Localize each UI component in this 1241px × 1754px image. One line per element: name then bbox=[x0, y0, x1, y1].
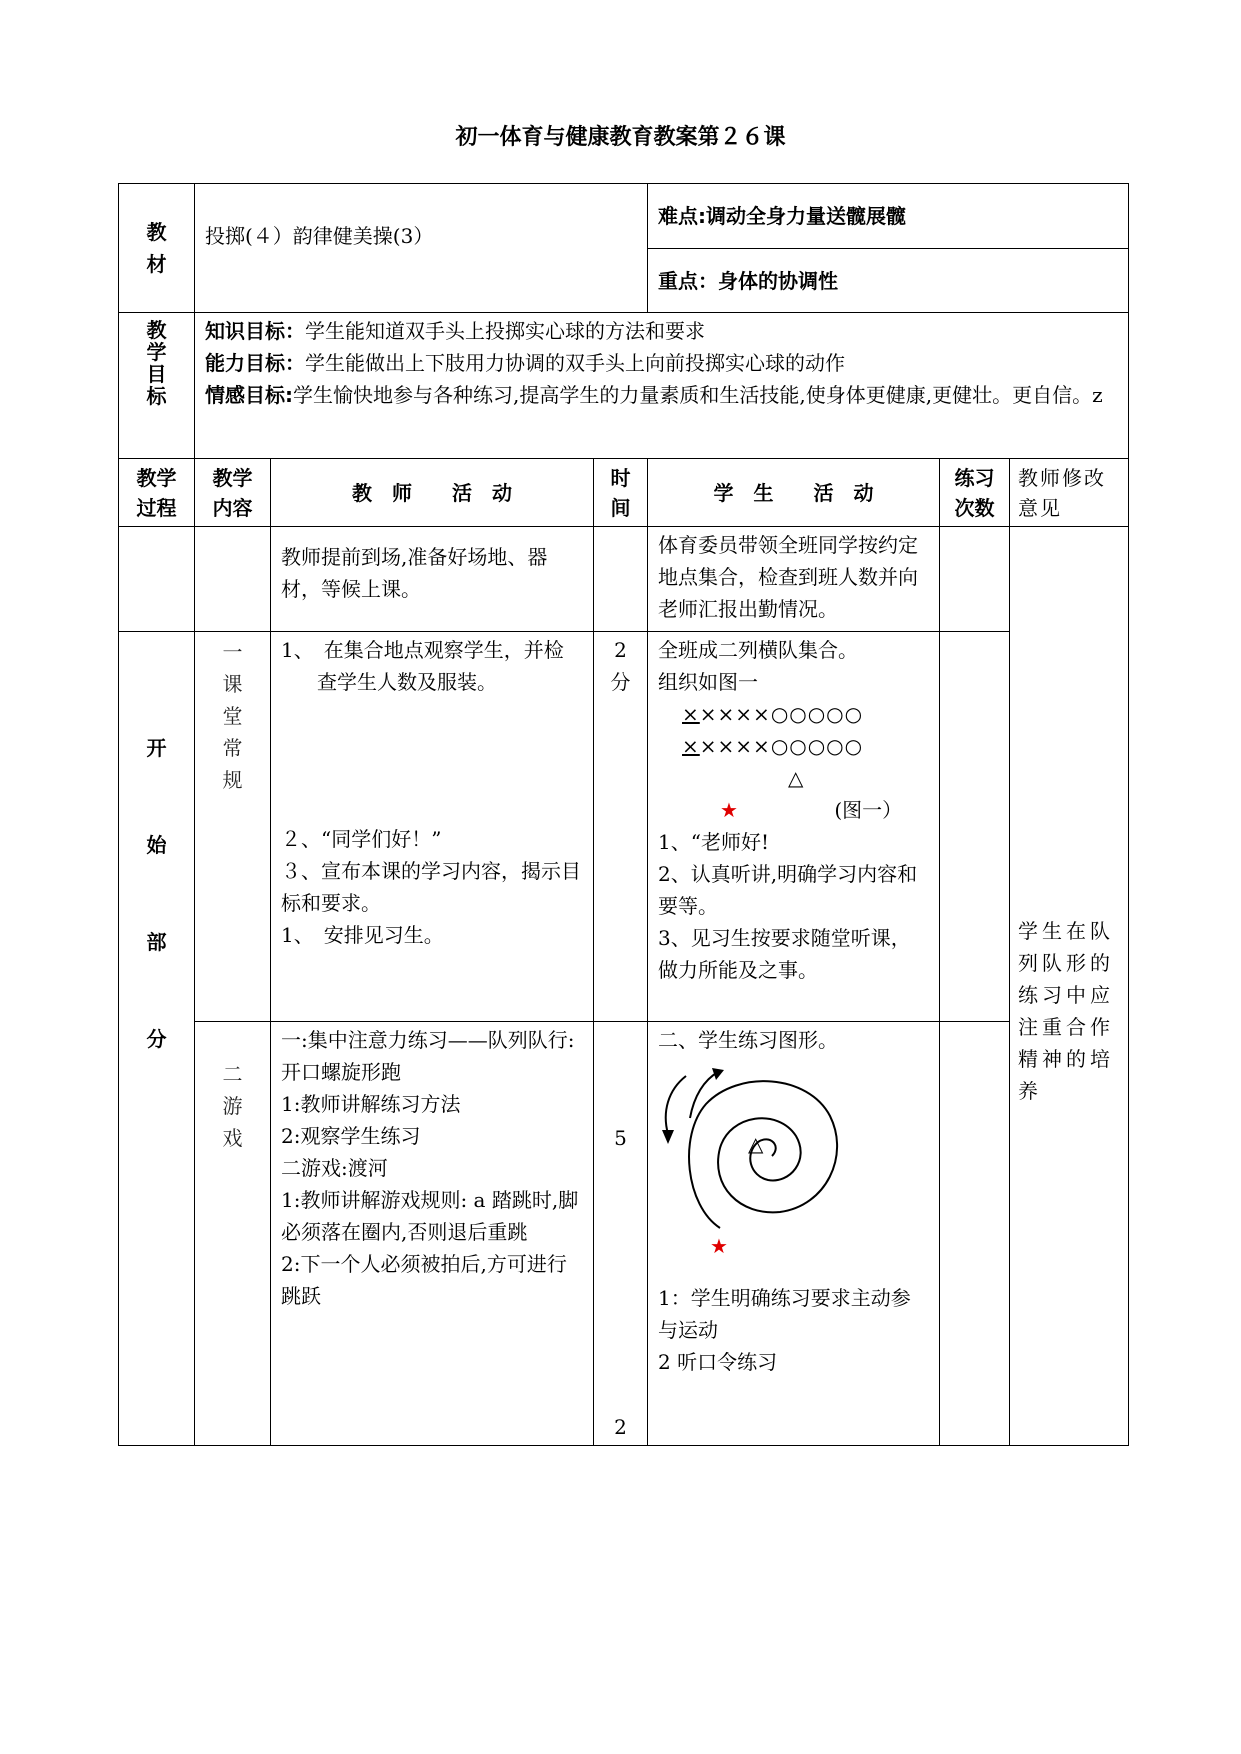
part2-teacher-5: 2:下一个人必须被拍后,方可进行跳跃 bbox=[281, 1252, 567, 1308]
inner-arc-arrow-icon bbox=[690, 1072, 718, 1118]
prep-count-cell bbox=[940, 527, 1010, 632]
difficulty-cell bbox=[648, 184, 1129, 249]
part2-teacher-1: 1:教师讲解练习方法 bbox=[281, 1092, 461, 1116]
part1-time-num: 2 bbox=[614, 638, 627, 662]
part2-teacher-4: 1:教师讲解游戏规则: a 踏跳时,脚必须落在圈内,否则退后重跳 bbox=[281, 1188, 579, 1244]
emotion-objective bbox=[205, 379, 1118, 411]
objectives-cell bbox=[195, 313, 1129, 459]
part1-teacher-4: 1、 安排见习生。 bbox=[281, 923, 444, 947]
ability-label: 能力目标： bbox=[205, 351, 305, 375]
header-process: 教学过程 bbox=[119, 459, 195, 527]
figure1-line bbox=[658, 794, 929, 826]
part1-teacher-1: 1、 在集合地点观察学生，并检查学生人数及服装。 bbox=[281, 638, 564, 694]
lesson-plan-table bbox=[118, 183, 1129, 1446]
header-content: 教学内容 bbox=[195, 459, 271, 527]
emotion-label: 情感目标: bbox=[205, 383, 293, 407]
part2-time-1: 5 bbox=[614, 1126, 627, 1150]
prep-content-cell bbox=[195, 527, 271, 632]
start-section-label: 开始部分 bbox=[146, 736, 167, 1051]
header-remarks: 教师修改意见 bbox=[1010, 459, 1129, 527]
part1-student-cell bbox=[648, 632, 940, 1022]
difficulty-text: 难点:调动全身力量送髋展髋 bbox=[658, 204, 907, 228]
part1-content-cell bbox=[195, 632, 271, 1022]
figure1-caption: (图一） bbox=[834, 798, 903, 822]
prep-student-cell bbox=[648, 527, 940, 632]
part1-teacher-3: ３、宣布本课的学习内容，揭示目标和要求。 bbox=[281, 859, 581, 915]
material-content: 投掷(４）韵律健美操(3） bbox=[205, 224, 434, 248]
part1-time-cell bbox=[594, 632, 648, 1022]
part1-teacher-cell bbox=[271, 632, 594, 1022]
part1-student-3: 1、“老师好! bbox=[658, 830, 770, 854]
part2-teacher-cell bbox=[271, 1022, 594, 1446]
part1-student-1: 全班成二列横队集合。 bbox=[658, 638, 859, 662]
material-content-cell bbox=[195, 184, 648, 313]
page-title: 初一体育与健康教育教案第２６课 bbox=[455, 125, 786, 150]
part2-student-title: 二、学生练习图形。 bbox=[658, 1028, 839, 1052]
header-time: 时间 bbox=[594, 459, 648, 527]
remarks-text: 学生在队列队形的练习中应注重合作精神的培养 bbox=[1018, 919, 1115, 1103]
material-label-cell bbox=[119, 184, 195, 313]
emotion-text: 学生愉快地参与各种练习,提高学生的力量素质和生活技能,使身体更健康,更健壮。更自信。z bbox=[293, 383, 1103, 407]
ability-text: 学生能做出上下肢用力协调的双手头上向前投掷实心球的动作 bbox=[305, 351, 845, 375]
part1-student-4: 2、认真听讲,明确学习内容和要等。 bbox=[658, 862, 918, 918]
header-teacher-activity: 教 师 活 动 bbox=[271, 459, 594, 527]
header-practice-count: 练习次数 bbox=[940, 459, 1010, 527]
knowledge-text: 学生能知道双手头上投掷实心球的方法和要求 bbox=[305, 319, 705, 343]
part2-content: 二游戏 bbox=[222, 1062, 243, 1150]
part1-content: 一课堂常规 bbox=[222, 640, 243, 792]
header-student-activity: 学 生 活 动 bbox=[648, 459, 940, 527]
part2-teacher-3: 二游戏:渡河 bbox=[281, 1156, 388, 1180]
spiral-svg bbox=[658, 1056, 908, 1256]
prep-student-text: 体育委员带领全班同学按约定地点集合，检查到班人数并向老师汇报出勤情况。 bbox=[658, 533, 919, 621]
prep-teacher-cell bbox=[271, 527, 594, 632]
remarks-cell bbox=[1010, 527, 1129, 1446]
part2-count-cell bbox=[940, 1022, 1010, 1446]
part2-time-2: 2 bbox=[614, 1415, 627, 1439]
part1-student-5: 3、见习生按要求随堂听课，做力所能及之事。 bbox=[658, 926, 911, 982]
part2-student-2: 2 听口令练习 bbox=[658, 1350, 778, 1374]
key-point-text: 重点：身体的协调性 bbox=[658, 268, 839, 293]
part2-student-1: 1：学生明确练习要求主动参与运动 bbox=[658, 1286, 911, 1342]
spiral-diagram bbox=[658, 1056, 908, 1256]
part2-student-cell bbox=[648, 1022, 940, 1446]
part2-teacher-0: 一:集中注意力练习——队列队行:开口螺旋形跑 bbox=[281, 1028, 575, 1084]
start-section-label-cell bbox=[119, 632, 195, 1446]
material-label: 教材 bbox=[146, 220, 167, 276]
part1-student-2: 组织如图一 bbox=[658, 670, 759, 694]
knowledge-objective bbox=[205, 315, 1118, 347]
star-icon: ★ bbox=[720, 798, 738, 822]
part2-content-cell bbox=[195, 1022, 271, 1446]
formation-row-2: ×××××○○○○○ bbox=[682, 734, 864, 758]
prep-teacher-text: 教师提前到场,准备好场地、器材，等候上课。 bbox=[281, 545, 548, 601]
ability-objective bbox=[205, 347, 1118, 379]
outer-arrowhead-icon bbox=[662, 1130, 674, 1144]
prep-time-cell bbox=[594, 527, 648, 632]
part1-count-cell bbox=[940, 632, 1010, 1022]
formation-row-1: ×××××○○○○○ bbox=[682, 702, 864, 726]
key-point-cell bbox=[648, 249, 1129, 313]
spiral-triangle-icon: △ bbox=[748, 1132, 764, 1156]
part2-teacher-2: 2:观察学生练习 bbox=[281, 1124, 421, 1148]
outer-arc-arrow-icon bbox=[666, 1076, 686, 1134]
part1-time-unit: 分 bbox=[610, 670, 631, 694]
part1-teacher-2: ２、“同学们好！” bbox=[281, 827, 442, 851]
prep-process-cell bbox=[119, 527, 195, 632]
knowledge-label: 知识目标： bbox=[205, 319, 305, 343]
objectives-label: 教学目标 bbox=[146, 318, 167, 408]
objectives-label-cell bbox=[119, 313, 195, 459]
spiral-star-icon: ★ bbox=[710, 1234, 728, 1258]
part2-time-cell bbox=[594, 1022, 648, 1446]
teacher-triangle-icon: △ bbox=[788, 766, 804, 790]
